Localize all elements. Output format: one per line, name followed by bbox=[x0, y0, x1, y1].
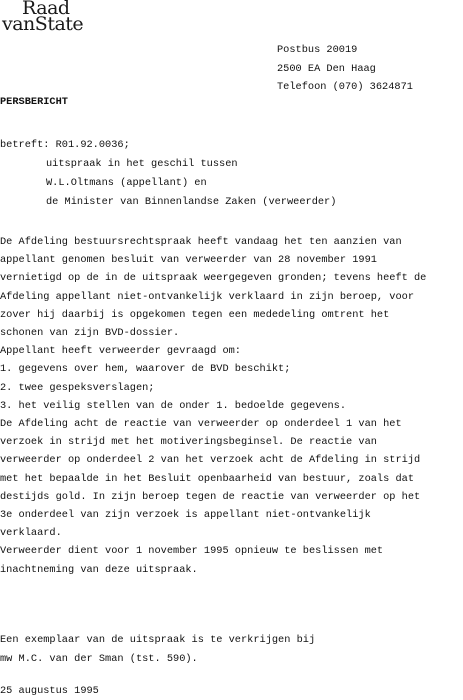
address-phone: Telefoon (070) 3624871 bbox=[277, 81, 413, 93]
subject-line-3: W.L.Oltmans (appellant) en bbox=[46, 177, 207, 189]
address-postbus: Postbus 20019 bbox=[277, 44, 358, 56]
contact-line-1: Een exemplaar van de uitspraak is te verkrijgen bij bbox=[0, 634, 316, 646]
document-heading: PERSBERICHT bbox=[0, 96, 68, 108]
contact-note bbox=[0, 631, 315, 669]
logo-line-1: Raad bbox=[22, 0, 70, 19]
body-line: met het bepaalde in het Besluit openbaarheid van bestuur, zoals dat bbox=[0, 472, 415, 485]
subject-line-2: uitspraak in het geschil tussen bbox=[46, 158, 238, 170]
body-line: Verweerder dient voor 1 november 1995 opnieuw te beslissen met bbox=[0, 545, 384, 558]
raad-van-state-logo bbox=[2, 0, 84, 35]
body-line: 1. gegevens over hem, waarover de BVD beschikt; bbox=[0, 363, 291, 376]
body-line: verklaard. bbox=[0, 527, 62, 540]
body-text bbox=[0, 233, 463, 579]
body-line: destijds gold. In zijn beroep tegen de reactie van verweerder op het bbox=[0, 490, 421, 503]
contact-line-2: mw M.C. van der Sman (tst. 590). bbox=[0, 653, 198, 665]
body-line: zover hij daarbij is opgekomen tegen een mededeling omtrent het bbox=[0, 308, 390, 321]
address-block bbox=[277, 41, 413, 97]
body-line: De Afdeling acht de reactie van verweerder op onderdeel 1 van het bbox=[0, 418, 402, 431]
subject-line-1: betreft: R01.92.0036; bbox=[0, 139, 130, 151]
address-city: 2500 EA Den Haag bbox=[277, 62, 376, 75]
body-line: appellant genomen besluit van verweerder van 28 november 1991 bbox=[0, 254, 377, 267]
body-line: verweerder op onderdeel 2 van het verzoek acht de Afdeling in strijd bbox=[0, 454, 421, 467]
body-line: 2. twee gespeksverslagen; bbox=[0, 381, 155, 394]
subject-block bbox=[0, 136, 463, 212]
body-line: Appellant heeft verweerder gevraagd om: bbox=[0, 345, 241, 358]
body-line: schonen van zijn BVD-dossier. bbox=[0, 327, 180, 340]
subject-line-4: de Minister van Binnenlandse Zaken (verweerder) bbox=[46, 196, 337, 208]
body-line: De Afdeling bestuursrechtspraak heeft vandaag het ten aanzien van bbox=[0, 236, 402, 248]
body-line: 3. het veilig stellen van de onder 1. bedoelde gegevens. bbox=[0, 399, 347, 412]
body-line: 3e onderdeel van zijn verzoek is appellant niet-ontvankelijk bbox=[0, 509, 371, 522]
logo-line-2: vanState bbox=[2, 13, 84, 35]
body-line: Afdeling appellant niet-ontvankelijk verklaard in zijn beroep, voor bbox=[0, 290, 415, 303]
body-line: verzoek in strijd met het motiveringsbeginsel. De reactie van bbox=[0, 436, 377, 449]
document-date: 25 augustus 1995 bbox=[0, 685, 99, 697]
body-line: vernietigd op de in de uitspraak weergegeven gronden; tevens heeft de bbox=[0, 272, 427, 285]
body-line: inachtneming van deze uitspraak. bbox=[0, 563, 198, 576]
